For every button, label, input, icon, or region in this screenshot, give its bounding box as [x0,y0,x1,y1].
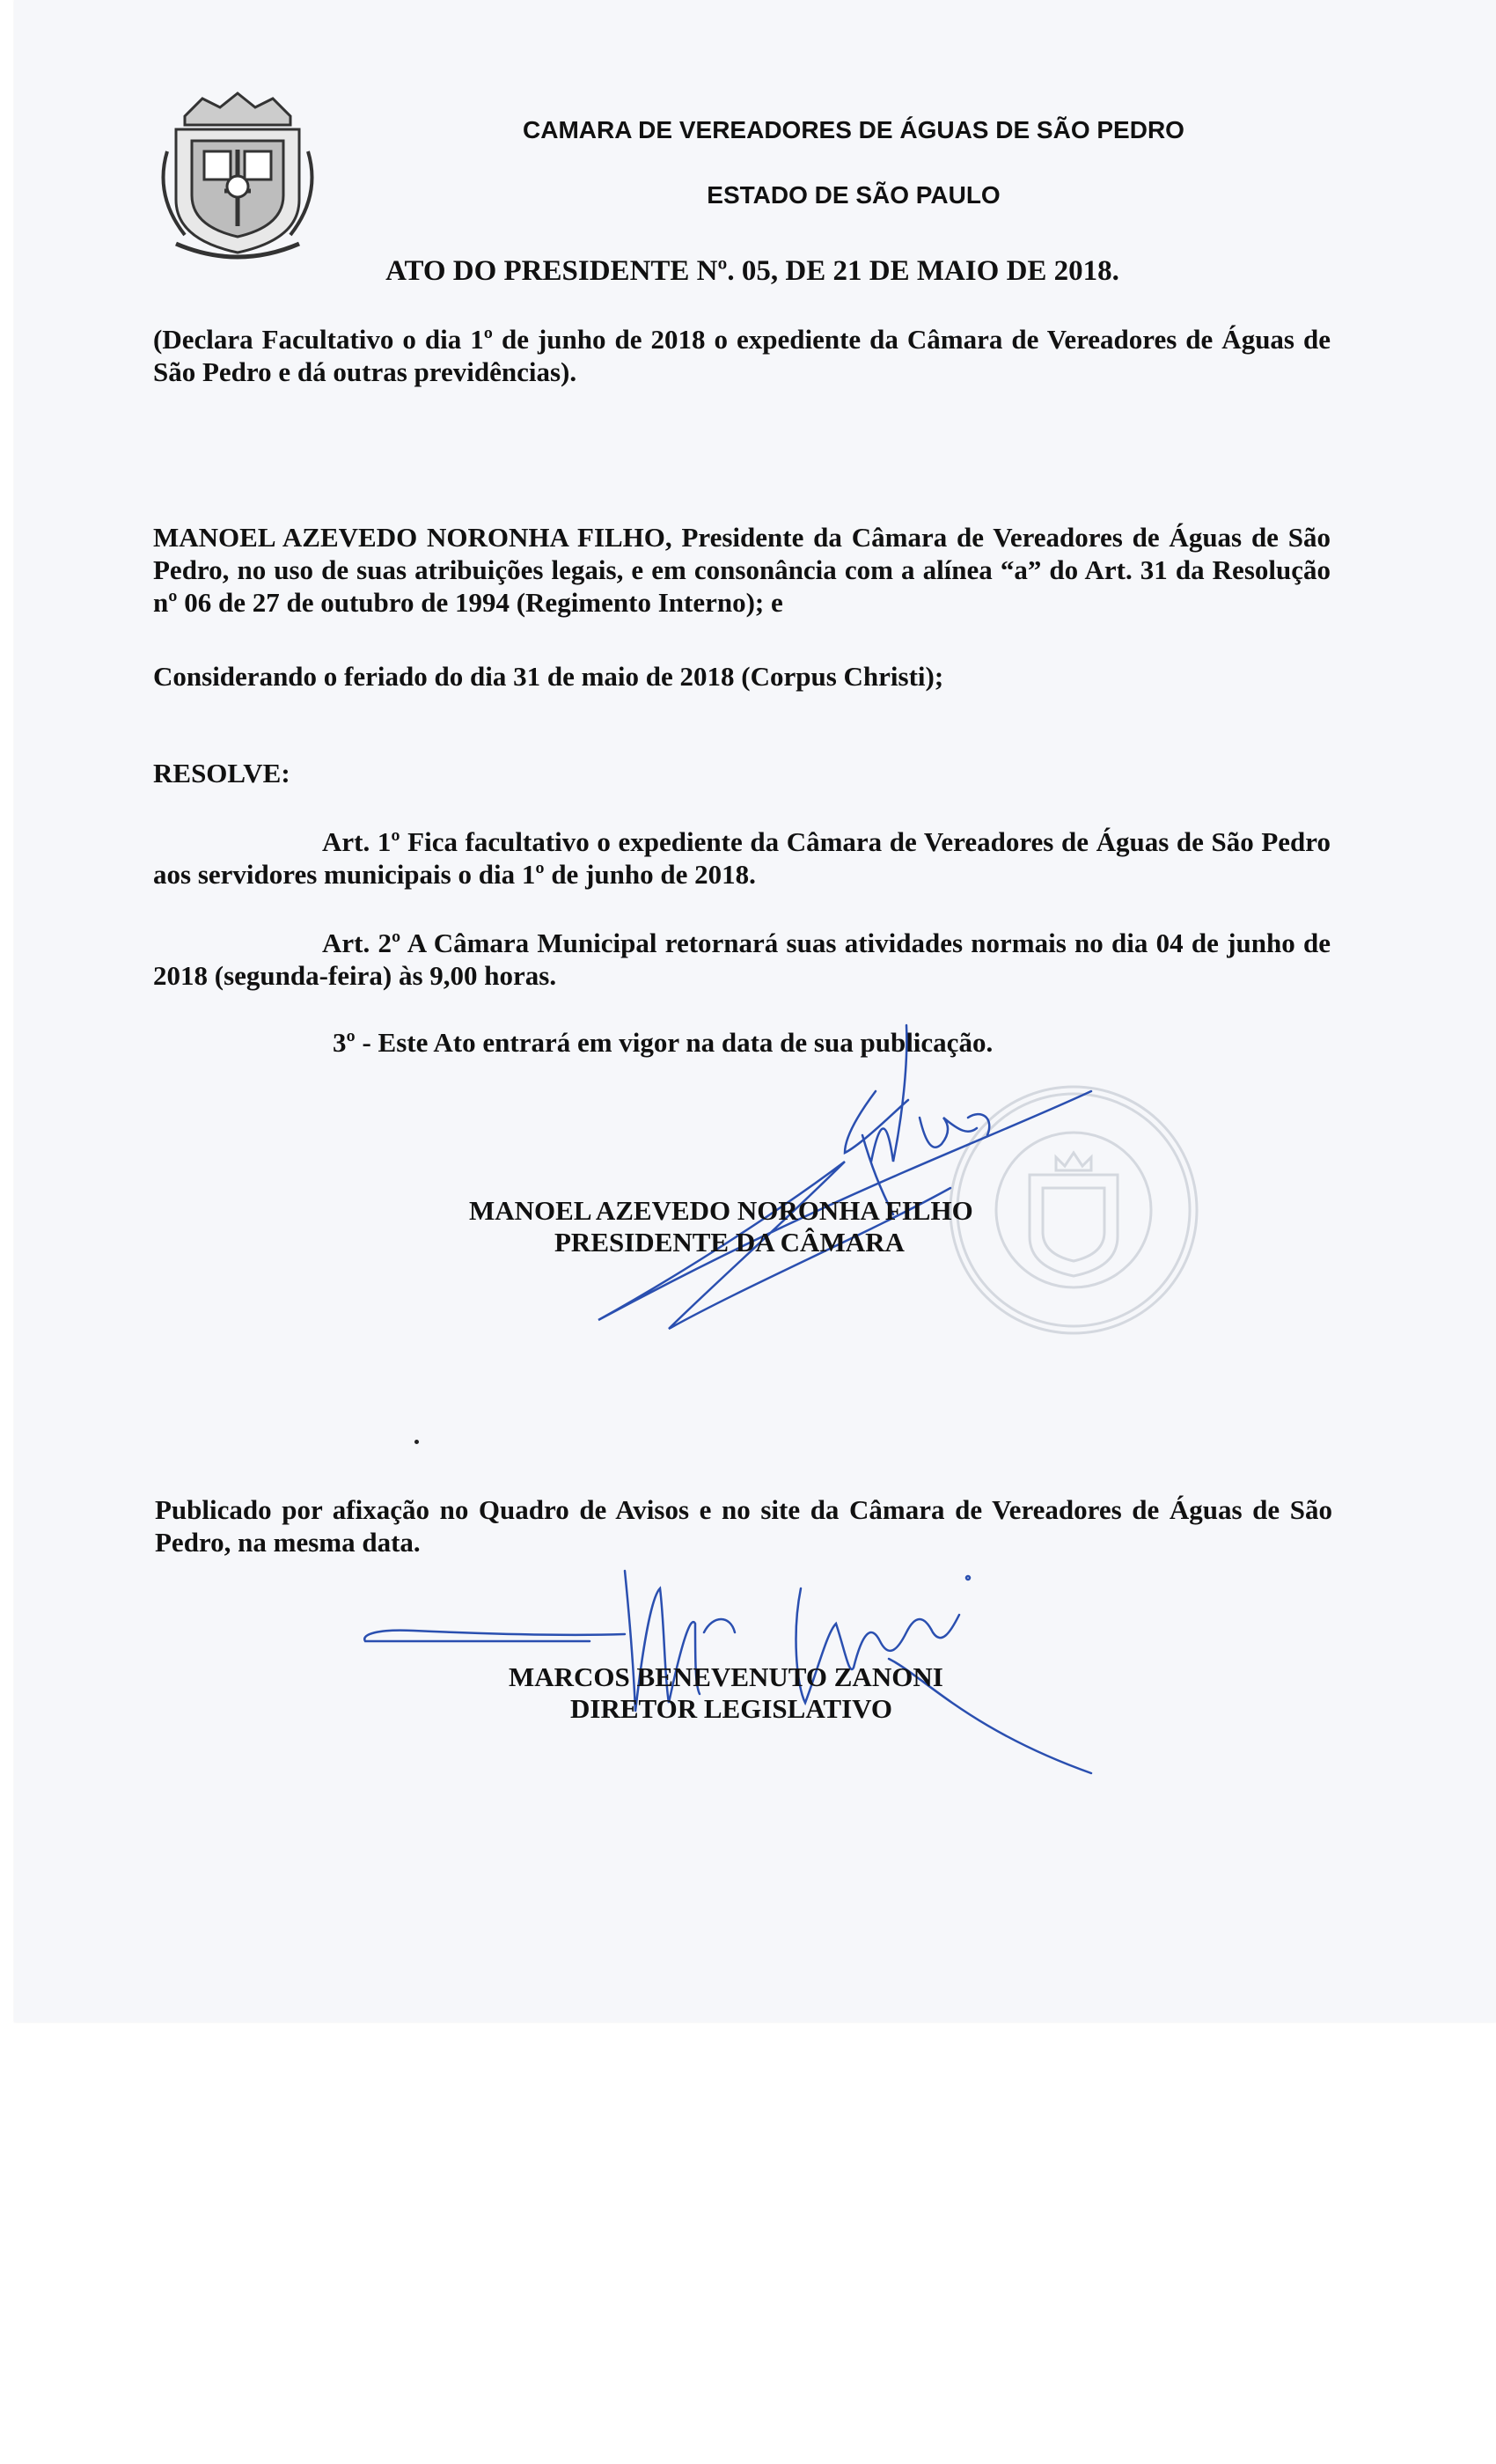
act-ementa: (Declara Facultativo o dia 1º de junho de 2018 o expediente da Câmara de Vereadores de Águas de São Pedro e dá outras previdências). [153,324,1331,387]
coat-of-arms-icon [150,81,326,266]
publication-note: Publicado por afixação no Quadro de Avisos e no site da Câmara de Vereadores de Águas de São Pedro, na mesma data. [155,1494,1332,1558]
act-considering: Considerando o feriado do dia 31 de maio de 2018 (Corpus Christi); [153,661,944,692]
act-title: ATO DO PRESIDENTE Nº. 05, DE 21 DE MAIO DE 2018. [385,255,1119,287]
stray-mark [414,1440,419,1444]
president-signature-scribble [581,1012,1109,1338]
article-3: 3º - Este Ato entrará em vigor na data de sua publicação. [333,1027,994,1058]
act-resolve: RESOLVE: [153,758,290,788]
director-name: MARCOS BENEVENUTO ZANONI [509,1661,943,1692]
institution-name: CAMARA DE VEREADORES DE ÁGUAS DE SÃO PEDRO [523,116,1184,143]
article-1: Art. 1º Fica facultativo o expediente da Câmara de Vereadores de Águas de São Pedro aos servidores municipais o dia 1º de junho de 2018. [153,826,1331,890]
president-role: PRESIDENTE DA CÂMARA [554,1227,905,1258]
article-2: Art. 2º A Câmara Municipal retornará suas atividades normais no dia 04 de junho de 2018 (segunda-feira) às 9,00 horas. [153,928,1331,991]
act-intro: MANOEL AZEVEDO NORONHA FILHO, Presidente da Câmara de Vereadores de Águas de São Pedro, no uso de suas atribuições legais, e em consonância com a alínea “a” do Art. 31 da Resolução nº 06 de 27 de outubro de 1994 (Regimento Interno); e [153,522,1331,618]
president-name: MANOEL AZEVEDO NORONHA FILHO [469,1195,973,1226]
state-name: ESTADO DE SÃO PAULO [707,181,1001,209]
director-role: DIRETOR LEGISLATIVO [570,1693,893,1724]
